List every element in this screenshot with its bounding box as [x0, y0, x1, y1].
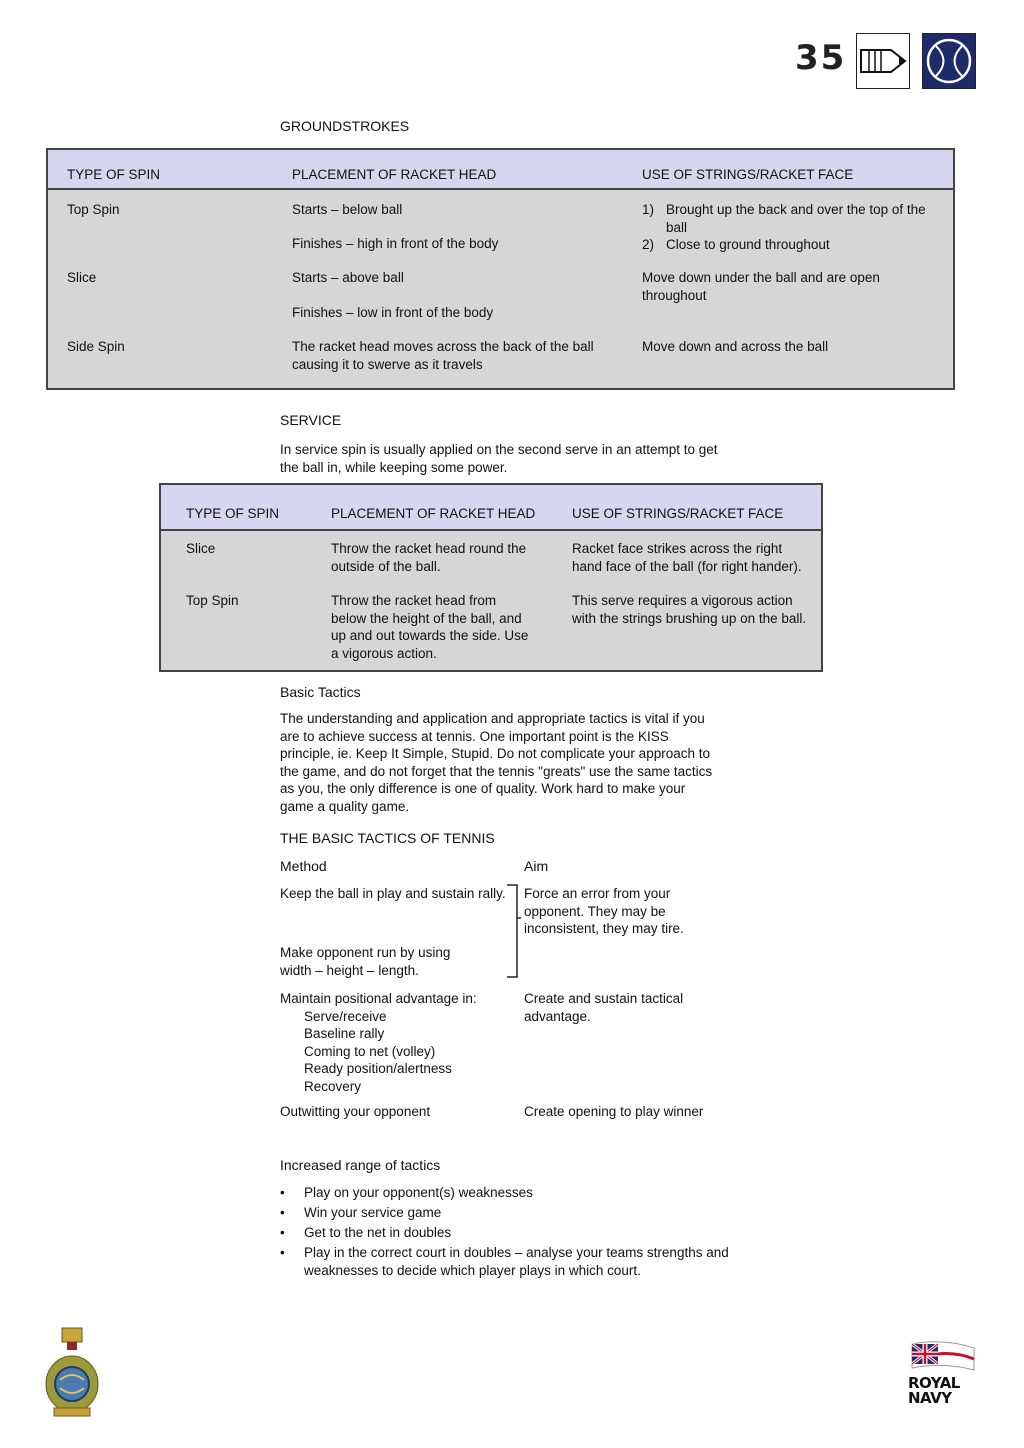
list-item: Ready position/alertness: [304, 1061, 452, 1076]
list-item-text: Win your service game: [304, 1205, 442, 1220]
page-number: 35: [795, 38, 847, 78]
groundstrokes-table-header: [48, 150, 953, 190]
basic-tactics-paragraph: The understanding and application and appropriate tactics is vital if you are to achieve success at tennis. One important point is the KISS principle, ie. Keep It Simple, Stupid. Do not complicate your approach to the game, and do not forget that the tennis "greats" use the same tactics as you, the only difference is one of quality. Work hard to make your game a quality game.: [280, 711, 713, 814]
slice-strings: Move down under the ball and are open throughout: [642, 270, 880, 303]
item-number: 1): [642, 202, 655, 217]
column-header-placement: PLACEMENT OF RACKET HEAD: [331, 506, 536, 521]
service-table-header: [161, 485, 821, 531]
grouping-bracket: [503, 884, 521, 978]
column-header-strings: USE OF STRINGS/RACKET FACE: [572, 506, 784, 521]
row-type-top-spin: Top Spin: [67, 202, 120, 217]
list-item: Coming to net (volley): [304, 1043, 436, 1059]
item-text: Close to ground throughout: [666, 237, 830, 252]
row-type-slice: Slice: [67, 270, 97, 285]
groundstrokes-table: [46, 148, 955, 390]
method-2: Make opponent run by using width – height – length.: [280, 945, 451, 978]
numbered-item: [642, 201, 932, 236]
slice-placement-start: Starts – above ball: [292, 270, 404, 285]
list-item-text: Play on your opponent(s) weaknesses: [304, 1185, 533, 1200]
side-spin-strings: Move down and across the ball: [642, 339, 829, 354]
list-item-text: Play in the correct court in doubles – analyse your teams strengths and weaknesses to decide which player plays in which court.: [304, 1245, 729, 1278]
slice-placement: Throw the racket head round the outside of the ball.: [331, 541, 527, 574]
royal-navy-logo-text: ROYAL NAVY: [908, 1374, 960, 1407]
basic-tactics-of-tennis-heading: THE BASIC TACTICS OF TENNIS: [280, 830, 495, 846]
list-item: [280, 1204, 730, 1222]
increased-range-heading: Increased range of tactics: [280, 1157, 441, 1173]
method-label: Method: [280, 858, 327, 874]
aim-3: Create and sustain tactical advantage.: [524, 991, 684, 1024]
list-item: Baseline rally: [304, 1026, 385, 1041]
top-spin-placement-finish: Finishes – high in front of the body: [292, 236, 499, 251]
aim-1: Force an error from your opponent. They may be inconsistent, they may tire.: [524, 886, 684, 936]
top-spin-placement: Throw the racket head from below the height of the ball, and up and out towards the side. Use a vigorous action.: [331, 593, 529, 661]
tennis-ball-icon-box: [922, 33, 976, 89]
list-item: Serve/receive: [304, 1008, 387, 1024]
column-header-placement: PLACEMENT OF RACKET HEAD: [292, 167, 497, 182]
method-3-list: [280, 1008, 510, 1096]
bullet-icon: •: [280, 1225, 285, 1240]
column-header-type: TYPE OF SPIN: [186, 506, 280, 521]
slice-strings: Racket face strikes across the right hand face of the ball (for right hander).: [572, 541, 802, 574]
slice-placement-finish: Finishes – low in front of the body: [292, 305, 494, 320]
royal-marines-crest-icon: [40, 1326, 104, 1418]
top-spin-placement-start: Starts – below ball: [292, 202, 403, 217]
pencil-icon-box: [856, 33, 910, 89]
row-type-slice: Slice: [186, 541, 216, 556]
list-item: [280, 1184, 730, 1202]
service-intro: In service spin is usually applied on the second serve in an attempt to get the ball in, while keeping some power.: [280, 442, 718, 475]
method-4: Outwitting your opponent: [280, 1104, 431, 1119]
row-type-side-spin: Side Spin: [67, 339, 125, 354]
top-spin-strings: This serve requires a vigorous action with the strings brushing up on the ball.: [572, 593, 807, 626]
column-header-strings: USE OF STRINGS/RACKET FACE: [642, 167, 854, 182]
list-item-text: Get to the net in doubles: [304, 1225, 452, 1240]
pencil-icon: [857, 34, 909, 88]
groundstrokes-heading: GROUNDSTROKES: [280, 118, 410, 134]
method-3: [280, 990, 510, 1095]
method-1: Keep the ball in play and sustain rally.: [280, 886, 506, 901]
basic-tactics-heading: Basic Tactics: [280, 684, 361, 700]
bullet-icon: •: [280, 1185, 285, 1200]
tennis-ball-icon: [923, 34, 975, 88]
aim-4: Create opening to play winner: [524, 1104, 704, 1119]
service-table: [159, 483, 823, 672]
bullet-icon: •: [280, 1205, 285, 1220]
aim-label: Aim: [524, 858, 549, 874]
side-spin-placement: The racket head moves across the back of the ball causing it to swerve as it travels: [292, 339, 594, 372]
method-3-intro: Maintain positional advantage in:: [280, 991, 477, 1006]
bullet-icon: •: [280, 1245, 285, 1260]
service-heading: SERVICE: [280, 412, 342, 428]
row-type-top-spin: Top Spin: [186, 593, 239, 608]
item-text: Brought up the back and over the top of the ball: [666, 202, 926, 235]
item-number: 2): [642, 237, 655, 252]
list-item: [280, 1244, 730, 1279]
numbered-item: [642, 236, 932, 254]
top-spin-strings-list: [642, 201, 932, 254]
list-item: [280, 1224, 730, 1242]
column-header-type: TYPE OF SPIN: [67, 167, 161, 182]
list-item: Recovery: [304, 1078, 362, 1094]
